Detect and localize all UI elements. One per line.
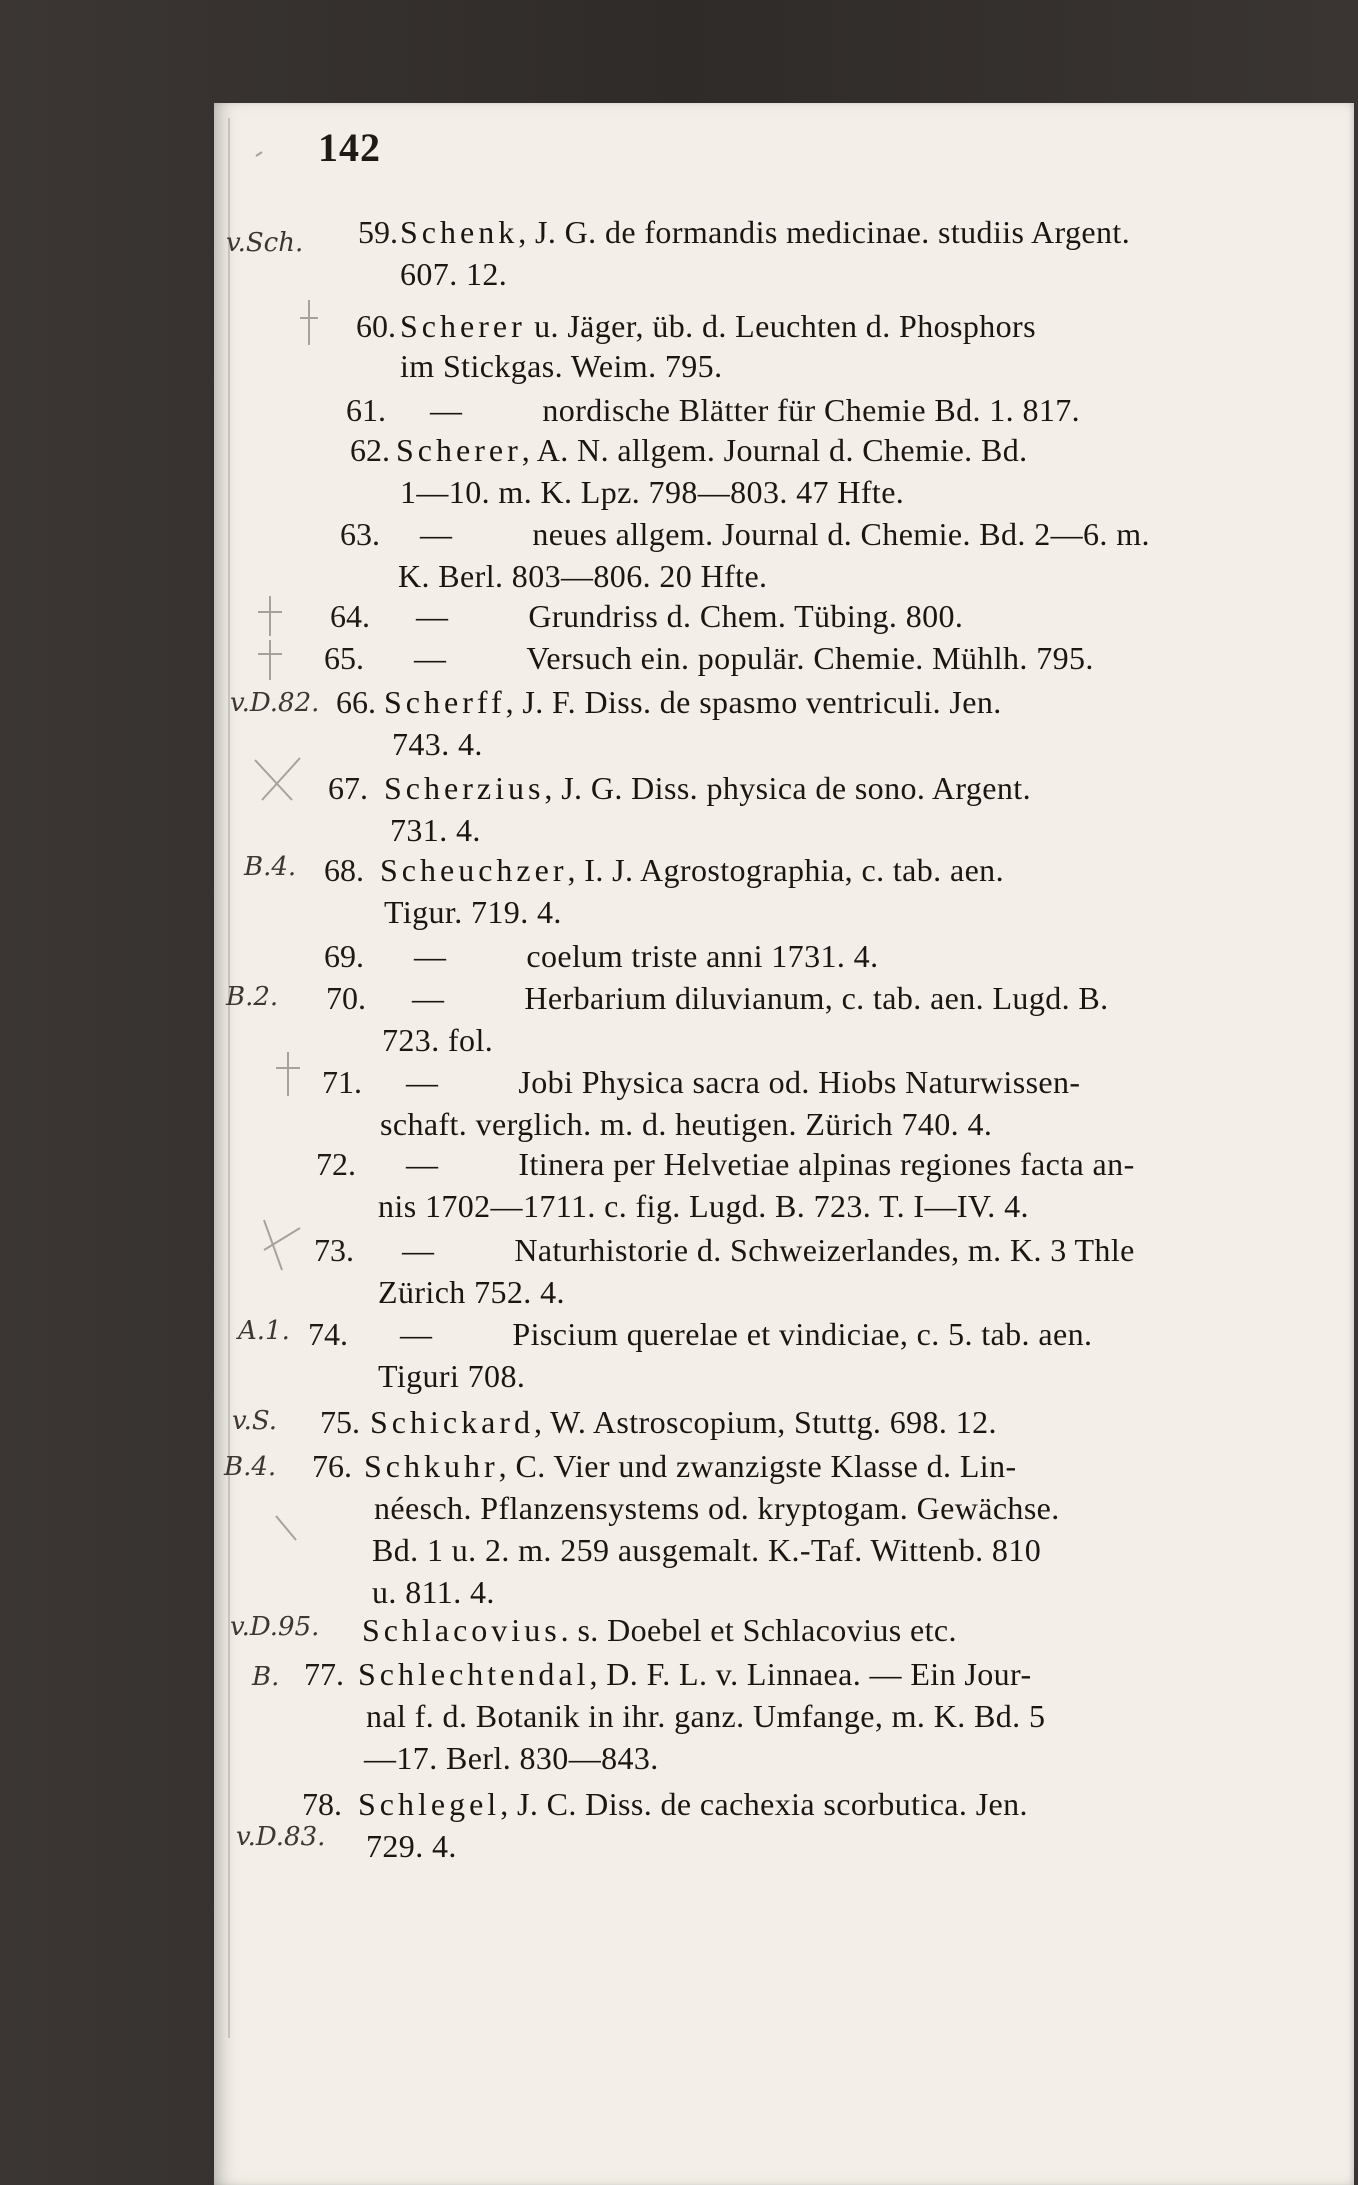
entry-number: 78.	[302, 1786, 342, 1822]
entry-text-line-1: , J. G. Diss. physica de sono. Argent.	[544, 770, 1031, 806]
author-name: Schlechtendal	[358, 1656, 590, 1692]
entry-text-line-1: u. Jäger, üb. d. Leuchten d. Phosphors	[525, 308, 1036, 344]
entry-text-line-3: —17. Berl. 830—843.	[364, 1740, 659, 1776]
entry-number: 72.	[316, 1146, 356, 1182]
author-name: Scheuchzer	[380, 852, 568, 888]
marginal-note: A.1.	[238, 1316, 290, 1346]
ditto-dash: —	[414, 938, 447, 974]
entry-text-line-1: Piscium querelae et vindiciae, c. 5. tab. aen.	[512, 1316, 1093, 1352]
entry-number: 71.	[322, 1064, 362, 1100]
marginal-note: B.4.	[244, 852, 297, 882]
entry-text-line-1: , C. Vier und zwanzigste Klasse d. Lin-	[498, 1448, 1017, 1484]
ditto-dash: —	[414, 640, 447, 676]
author-name: Schickard	[370, 1404, 534, 1440]
ditto-dash: —	[400, 1316, 433, 1352]
marginal-note: B.	[252, 1662, 280, 1692]
marginal-note: v.D.95.	[230, 1612, 320, 1642]
marginal-note: v.S.	[232, 1406, 278, 1436]
entry-text-line-1: Herbarium diluvianum, c. tab. aen. Lugd. B.	[524, 980, 1109, 1016]
entry-text-line-2: K. Berl. 803—806. 20 Hfte.	[398, 558, 768, 594]
entry-text-line-2: schaft. verglich. m. d. heutigen. Zürich 740. 4.	[380, 1106, 993, 1142]
marginal-note: v.Sch.	[226, 228, 304, 258]
entry-number: 62.	[350, 432, 390, 468]
entry-text-line-2: 607. 12.	[400, 256, 508, 292]
entry-text-line-1: nordische Blätter für Chemie Bd. 1. 817.	[542, 392, 1081, 428]
entry-number: 64.	[330, 598, 370, 634]
marginal-note: v.D.82.	[230, 688, 320, 718]
entry-text-line-1: , A. N. allgem. Journal d. Chemie. Bd.	[521, 432, 1028, 468]
entry-number: 75.	[320, 1404, 360, 1440]
entry-number: 65.	[324, 640, 364, 676]
ditto-dash: —	[412, 980, 445, 1016]
entry-text-line-2: Tiguri 708.	[378, 1358, 526, 1394]
author-name: Scherzius	[384, 770, 545, 806]
entry-number: 68.	[324, 852, 364, 888]
entry-number: 59.	[358, 214, 398, 250]
entry-text-line-1: , W. Astroscopium, Stuttg. 698. 12.	[533, 1404, 997, 1440]
entry-text-line-1: Naturhistorie d. Schweizerlandes, m. K. 3 Thle	[514, 1232, 1135, 1268]
entry-text-line-2: 1—10. m. K. Lpz. 798—803. 47 Hfte.	[400, 474, 905, 510]
ditto-dash: —	[406, 1064, 439, 1100]
entry-text-line-1: Jobi Physica sacra od. Hiobs Naturwissen-	[518, 1064, 1081, 1100]
entry-text-line-1: , J. G. de formandis medicinae. studiis Argent.	[518, 214, 1131, 250]
page-number: 142	[318, 125, 381, 170]
entry-number: 77.	[304, 1656, 344, 1692]
entry-text-line-1: , J. C. Diss. de cachexia scorbutica. Jen.	[500, 1786, 1028, 1822]
entry-text-line-4: u. 811. 4.	[372, 1574, 495, 1610]
marginal-note: B.2.	[226, 982, 279, 1012]
author-name: Scherff	[384, 684, 506, 720]
entry-text-line-1: Itinera per Helvetiae alpinas regiones facta an-	[518, 1146, 1135, 1182]
entry-text-line-1: , J. F. Diss. de spasmo ventriculi. Jen.	[505, 684, 1002, 720]
author-name: Schlacovius	[362, 1612, 561, 1648]
entry-text-line-2: 743. 4.	[392, 726, 483, 762]
entry-number: 66.	[336, 684, 376, 720]
entry-text-line-1: coelum triste anni 1731. 4.	[526, 938, 879, 974]
author-name: Schenk	[400, 214, 519, 250]
entry-text-line-2: Zürich 752. 4.	[378, 1274, 565, 1310]
entry-number: 60.	[356, 308, 396, 344]
entry-number: 74.	[308, 1316, 348, 1352]
ditto-dash: —	[406, 1146, 439, 1182]
entry-text-line-2: 723. fol.	[382, 1022, 494, 1058]
marginal-note: v.D.83.	[236, 1822, 326, 1852]
entry-text-line-2: Tigur. 719. 4.	[384, 894, 562, 930]
entry-text-line-1: neues allgem. Journal d. Chemie. Bd. 2—6. m.	[532, 516, 1150, 552]
author-name: Schlegel	[358, 1786, 501, 1822]
entry-number: 61.	[346, 392, 386, 428]
entry-text-line-1: , D. F. L. v. Linnaea. — Ein Jour-	[589, 1656, 1032, 1692]
entry-text-line-1: , I. J. Agrostographia, c. tab. aen.	[567, 852, 1004, 888]
ditto-dash: —	[416, 598, 449, 634]
entry-text-line-1: Versuch ein. populär. Chemie. Mühlh. 795.	[526, 640, 1094, 676]
marginal-note: B.4.	[224, 1452, 277, 1482]
ditto-dash: —	[420, 516, 453, 552]
entry-text-line-2: nis 1702—1711. c. fig. Lugd. B. 723. T. I—IV. 4.	[378, 1188, 1029, 1224]
author-name: Schkuhr	[364, 1448, 499, 1484]
entry-number: 63.	[340, 516, 380, 552]
entry-text-line-2: 729. 4.	[366, 1828, 457, 1864]
author-name: Scherer	[400, 308, 526, 344]
entry-text-line-3: Bd. 1 u. 2. m. 259 ausgemalt. K.-Taf. Wittenb. 810	[372, 1532, 1042, 1568]
entry-text-line-2: 731. 4.	[390, 812, 481, 848]
entry-text-line-2: nal f. d. Botanik in ihr. ganz. Umfange, m. K. Bd. 5	[366, 1698, 1046, 1734]
ditto-dash: —	[430, 392, 463, 428]
entry-text-line-2: néesch. Pflanzensystems od. kryptogam. Gewächse.	[374, 1490, 1060, 1526]
entry-number: 67.	[328, 770, 368, 806]
entry-text-line-2: im Stickgas. Weim. 795.	[400, 348, 723, 384]
entry-number: 73.	[314, 1232, 354, 1268]
entry-text-line-1: . s. Doebel et Schlacovius etc.	[560, 1612, 957, 1648]
author-name: Scherer	[396, 432, 522, 468]
entry-number: 76.	[312, 1448, 352, 1484]
entry-number: 70.	[326, 980, 366, 1016]
entry-number: 69.	[324, 938, 364, 974]
entry-text-line-1: Grundriss d. Chem. Tübing. 800.	[528, 598, 964, 634]
ditto-dash: —	[402, 1232, 435, 1268]
